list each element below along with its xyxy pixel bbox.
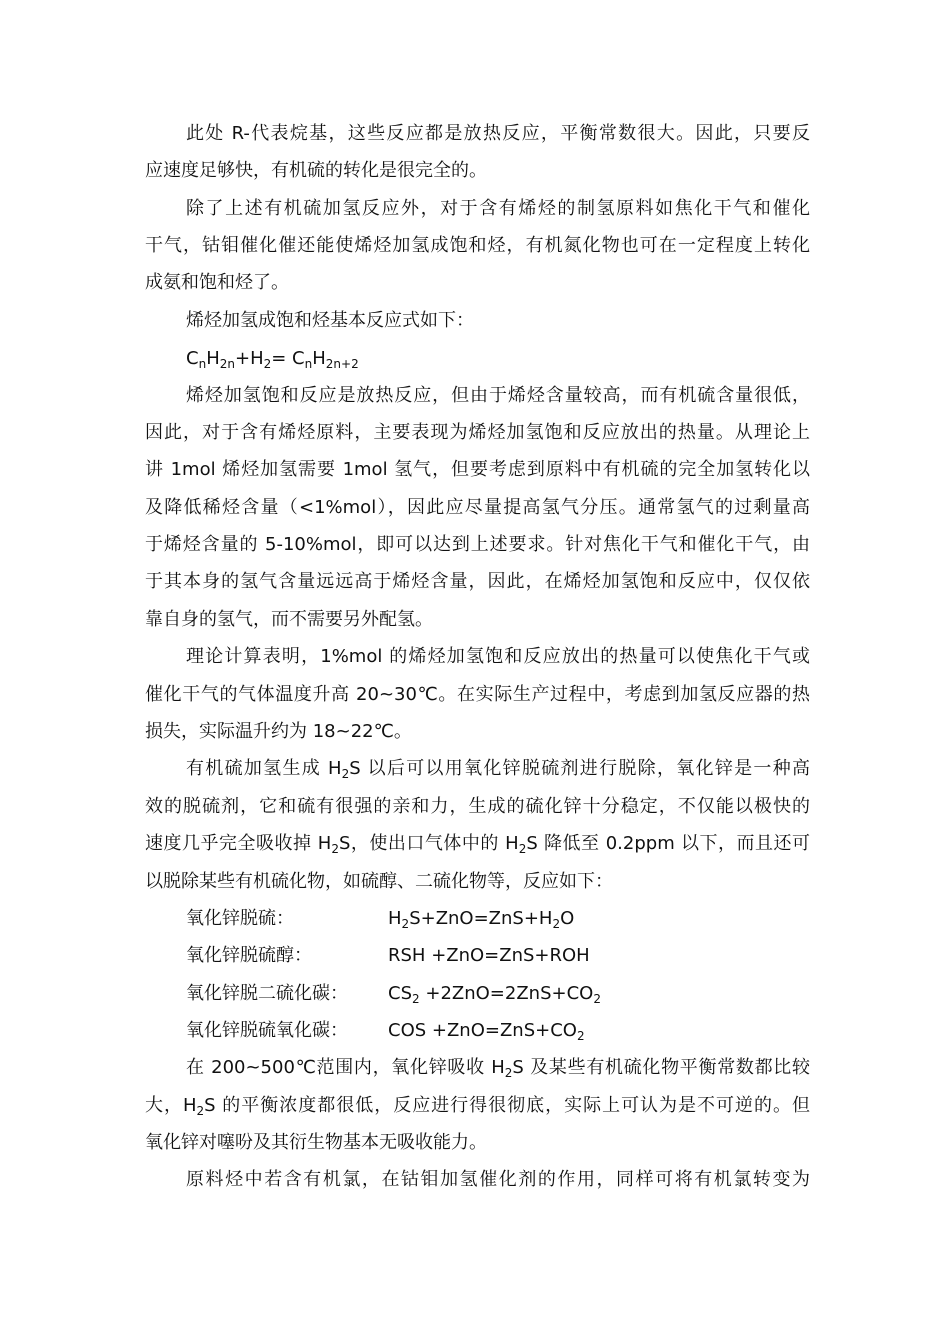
text-line: 靠自身的氢气，而不需要另外配氢。 — [145, 609, 433, 630]
text-line: 除了上述有机硫加氢反应外，对于含有烯烃的制氢原料如焦化干气和催化 — [186, 198, 810, 219]
reaction-equation: $H_2S+ZnO=ZnS+H_2O$ — [388, 908, 575, 931]
text-line: 此处 R-代表烷基，这些反应都是放热反应，平衡常数很大。因此，只要反 — [186, 123, 810, 144]
text-line: 速度几乎完全吸收掉 $H_2S$，使出口气体中的 $H_2S$ 降低至 0.2ppm 以下，而且还可 — [145, 833, 810, 856]
reaction-equation: RSH +ZnO=ZnS+ROH — [388, 945, 590, 966]
reaction-equation: COS $+ZnO=ZnS+CO_2$ — [388, 1020, 585, 1043]
text-line: 效的脱硫剂，它和硫有很强的亲和力，生成的硫化锌十分稳定，不仅能以极快的 — [145, 796, 810, 817]
text-line: 理论计算表明，1%mol 的烯烃加氢饱和反应放出的热量可以使焦化干气或 — [186, 646, 810, 667]
reaction-label: 氧化锌脱二硫化碳： — [186, 983, 348, 1004]
text-line: 干气，钴钼催化催还能使烯烃加氢成饱和烃，有机氮化物也可在一定程度上转化 — [145, 235, 810, 256]
reaction-label: 氧化锌脱硫： — [186, 908, 294, 929]
text-line: 氧化锌对噻吩及其衍生物基本无吸收能力。 — [145, 1132, 487, 1153]
text-line: 于烯烃含量的 5-10%mol，即可以达到上述要求。针对焦化干气和催化干气，由 — [145, 534, 810, 555]
text-line: 及降低稀烃含量（<1%mol），因此应尽量提高氢气分压。通常氢气的过剩量高 — [145, 497, 810, 518]
reaction-equation: $CS_2 +2ZnO=2ZnS+CO_2$ — [388, 983, 601, 1006]
text-line: 烯烃加氢成饱和烃基本反应式如下： — [186, 310, 474, 331]
text-line: 应速度足够快，有机硫的转化是很完全的。 — [145, 160, 487, 181]
reaction-label: 氧化锌脱硫醇： — [186, 945, 312, 966]
formula-olefin-hydrogenation: $C_nH_{2n}+H_2= C_nH_{2n+2}$ — [186, 348, 359, 371]
text-line: 烯烃加氢饱和反应是放热反应，但由于烯烃含量较高，而有机硫含量很低， — [186, 385, 810, 406]
text-line: 于其本身的氢气含量远远高于烯烃含量，因此，在烯烃加氢饱和反应中，仅仅依 — [145, 571, 810, 592]
text-line: 成氨和饱和烃了。 — [145, 272, 289, 293]
text-line: 损失，实际温升约为 18~22℃。 — [145, 721, 412, 742]
text-line: 催化干气的气体温度升高 20~30℃。在实际生产过程中，考虑到加氢反应器的热 — [145, 684, 810, 705]
text-line: 因此，对于含有烯烃原料，主要表现为烯烃加氢饱和反应放出的热量。从理论上 — [145, 422, 810, 443]
text-line: 在 200~500℃范围内，氧化锌吸收 $H_2S$ 及某些有机硫化物平衡常数都比较 — [186, 1057, 810, 1080]
text-line: 讲 1mol 烯烃加氢需要 1mol 氢气，但要考虑到原料中有机硫的完全加氢转化以 — [145, 459, 810, 480]
text-line: 大，$H_2S$ 的平衡浓度都很低，反应进行得很彻底，实际上可认为是不可逆的。但 — [145, 1095, 810, 1118]
text-line: 以脱除某些有机硫化物，如硫醇、二硫化物等，反应如下： — [145, 871, 613, 892]
reaction-label: 氧化锌脱硫氧化碳： — [186, 1020, 348, 1041]
text-line: 有机硫加氢生成 $H_2S$ 以后可以用氧化锌脱硫剂进行脱除，氧化锌是一种高 — [186, 758, 810, 781]
text-line: 原料烃中若含有机氯，在钴钼加氢催化剂的作用，同样可将有机氯转变为 — [186, 1169, 810, 1190]
